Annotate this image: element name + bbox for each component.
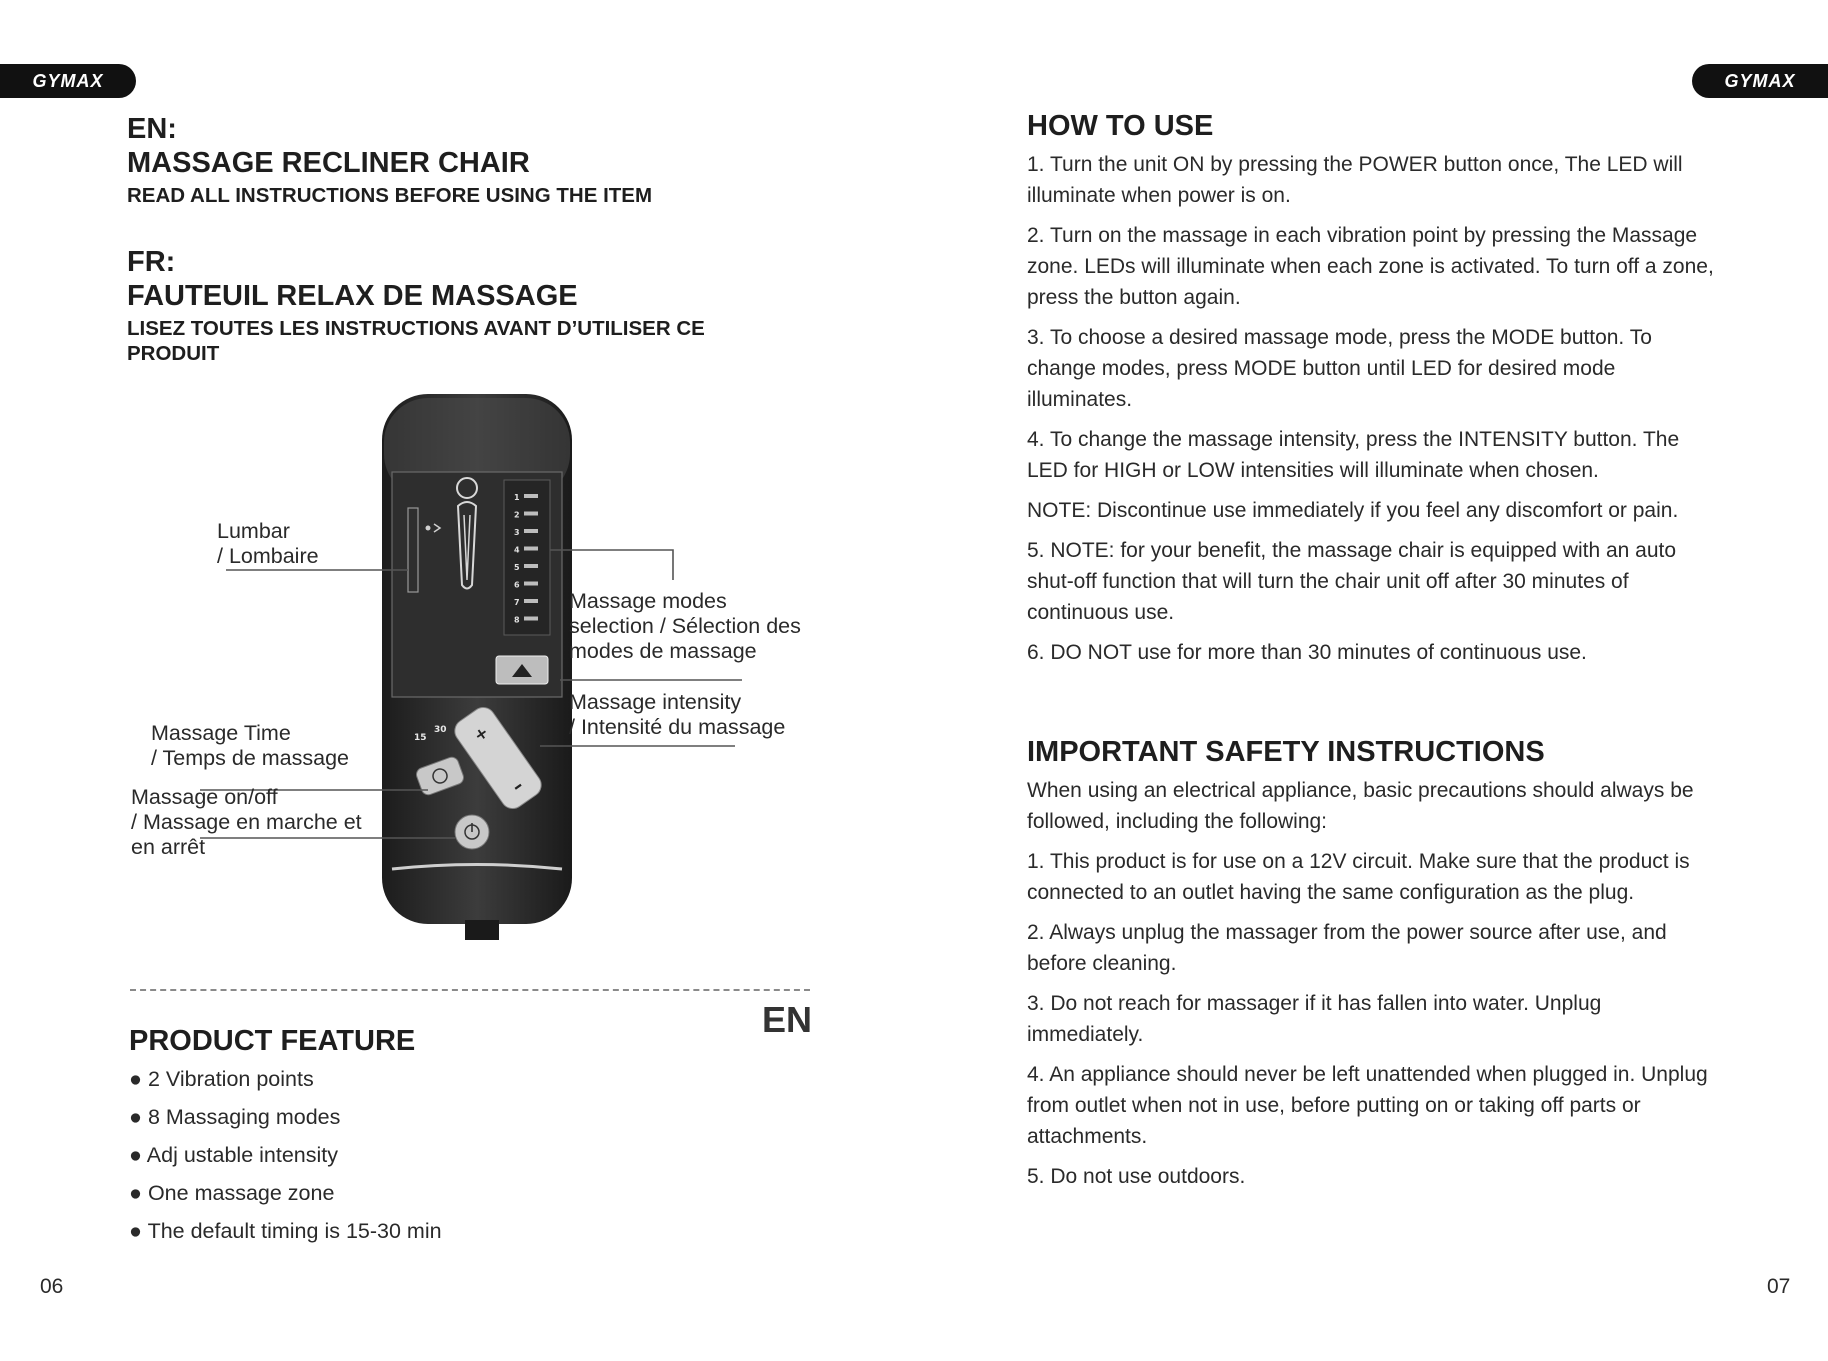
feature-list — [129, 1060, 769, 1250]
mode-led — [524, 494, 538, 498]
safety-section — [1027, 736, 1717, 1201]
feature-item: ● The default timing is 15-30 min — [129, 1219, 442, 1243]
massage-modes-label: Massage modes selection / Sélection des modes de massage — [569, 589, 801, 663]
feature-item: ● Adj ustable intensity — [129, 1143, 338, 1167]
howto-note: NOTE: Discontinue use immediately if you feel any discomfort or pain. — [1027, 499, 1679, 522]
en-language-code: EN: — [127, 113, 177, 145]
safety-item: 3. Do not reach for massager if it has fallen into water. Unplug immediately. — [1027, 992, 1602, 1046]
mode-number-label: 5 — [514, 563, 520, 572]
language-tag: EN — [762, 999, 813, 1040]
brand-logo-right: GYMAX — [1692, 64, 1828, 98]
mode-led — [524, 529, 538, 533]
mode-number-label: 6 — [514, 580, 520, 590]
massage-onoff-label: Massage on/off / Massage en marche et en arrêt — [131, 785, 362, 859]
lumbar-label: Lumbar / Lombaire — [217, 519, 319, 568]
brand-logo-left: GYMAX — [0, 64, 136, 98]
feature-item: ● 2 Vibration points — [129, 1067, 314, 1091]
fr-heading-block — [127, 245, 767, 366]
howto-step: 1. Turn the unit ON by pressing the POWER button once, The LED will illuminate when power is on. — [1027, 153, 1683, 207]
safety-intro: When using an electrical appliance, basic precautions should always be followed, including the following: — [1027, 779, 1694, 833]
feature-item: ● 8 Massaging modes — [129, 1105, 341, 1129]
how-to-use-title: HOW TO USE — [1027, 110, 1214, 142]
mode-led-column — [504, 480, 550, 635]
lumbar-led-icon — [426, 526, 431, 531]
mode-number-label: 8 — [514, 615, 520, 625]
howto-step: 5. NOTE: for your benefit, the massage chair is equipped with an auto shut-off function that will turn the chair unit off after 30 minutes of continuous use. — [1027, 539, 1677, 624]
en-read-instructions: READ ALL INSTRUCTIONS BEFORE USING THE ITEM — [127, 184, 653, 207]
plus-icon: + — [470, 722, 493, 746]
mode-led — [524, 599, 538, 603]
mode-number-label: 4 — [514, 545, 520, 555]
en-heading-block — [127, 112, 767, 208]
safety-item: 4. An appliance should never be left unattended when plugged in. Unplug from outlet when not in use, before putting on or taking off parts or attachments. — [1027, 1063, 1708, 1148]
time-value-15: 15 — [414, 733, 427, 743]
mode-led — [524, 547, 538, 551]
mode-led — [524, 582, 538, 586]
massage-time-label: Massage Time / Temps de massage — [151, 721, 349, 770]
mode-led — [524, 512, 538, 516]
section-divider — [130, 989, 810, 991]
time-value-30: 30 — [434, 725, 447, 735]
product-feature-section — [129, 1025, 769, 1250]
safety-title: IMPORTANT SAFETY INSTRUCTIONS — [1027, 736, 1545, 768]
product-feature-title: PRODUCT FEATURE — [129, 1025, 416, 1057]
page-number-left: 06 — [40, 1275, 64, 1298]
feature-item: ● One massage zone — [129, 1181, 335, 1205]
massage-intensity-label: Massage intensity / Intensité du massage — [569, 690, 786, 739]
mode-number-label: 2 — [514, 510, 520, 520]
mode-led — [524, 564, 538, 568]
page-number-right: 07 — [1767, 1275, 1791, 1298]
fr-product-title: FAUTEUIL RELAX DE MASSAGE — [127, 280, 578, 312]
fr-read-instructions: LISEZ TOUTES LES INSTRUCTIONS AVANT D’UTILISER CE PRODUIT — [127, 317, 705, 365]
howto-step: 4. To change the massage intensity, press the INTENSITY button. The LED for HIGH or LOW intensities will illuminate when chosen. — [1027, 428, 1680, 482]
remote-control-diagram — [0, 380, 900, 960]
howto-step: 2. Turn on the massage in each vibration point by pressing the Massage zone. LEDs will illuminate when each zone is activated. To turn off a zone, press the button again. — [1027, 224, 1714, 309]
safety-item: 2. Always unplug the massager from the power source after use, and before cleaning. — [1027, 921, 1667, 975]
mode-number-label: 7 — [514, 598, 520, 607]
en-product-title: MASSAGE RECLINER CHAIR — [127, 147, 530, 179]
safety-item: 1. This product is for use on a 12V circuit. Make sure that the product is connected to an outlet having the same configuration as the plug. — [1027, 850, 1690, 904]
howto-step: 6. DO NOT use for more than 30 minutes of continuous use. — [1027, 641, 1587, 664]
mode-led — [524, 617, 538, 621]
mode-number-label: 1 — [514, 493, 520, 502]
howto-step: 3. To choose a desired massage mode, press the MODE button. To change modes, press MODE button until LED for desired mode illuminates. — [1027, 326, 1652, 411]
safety-item: 5. Do not use outdoors. — [1027, 1165, 1246, 1188]
how-to-use-section — [1027, 110, 1717, 677]
remote-cord — [465, 920, 499, 940]
minus-icon: – — [508, 775, 528, 798]
mode-number-label: 3 — [514, 528, 520, 537]
fr-language-code: FR: — [127, 246, 176, 278]
